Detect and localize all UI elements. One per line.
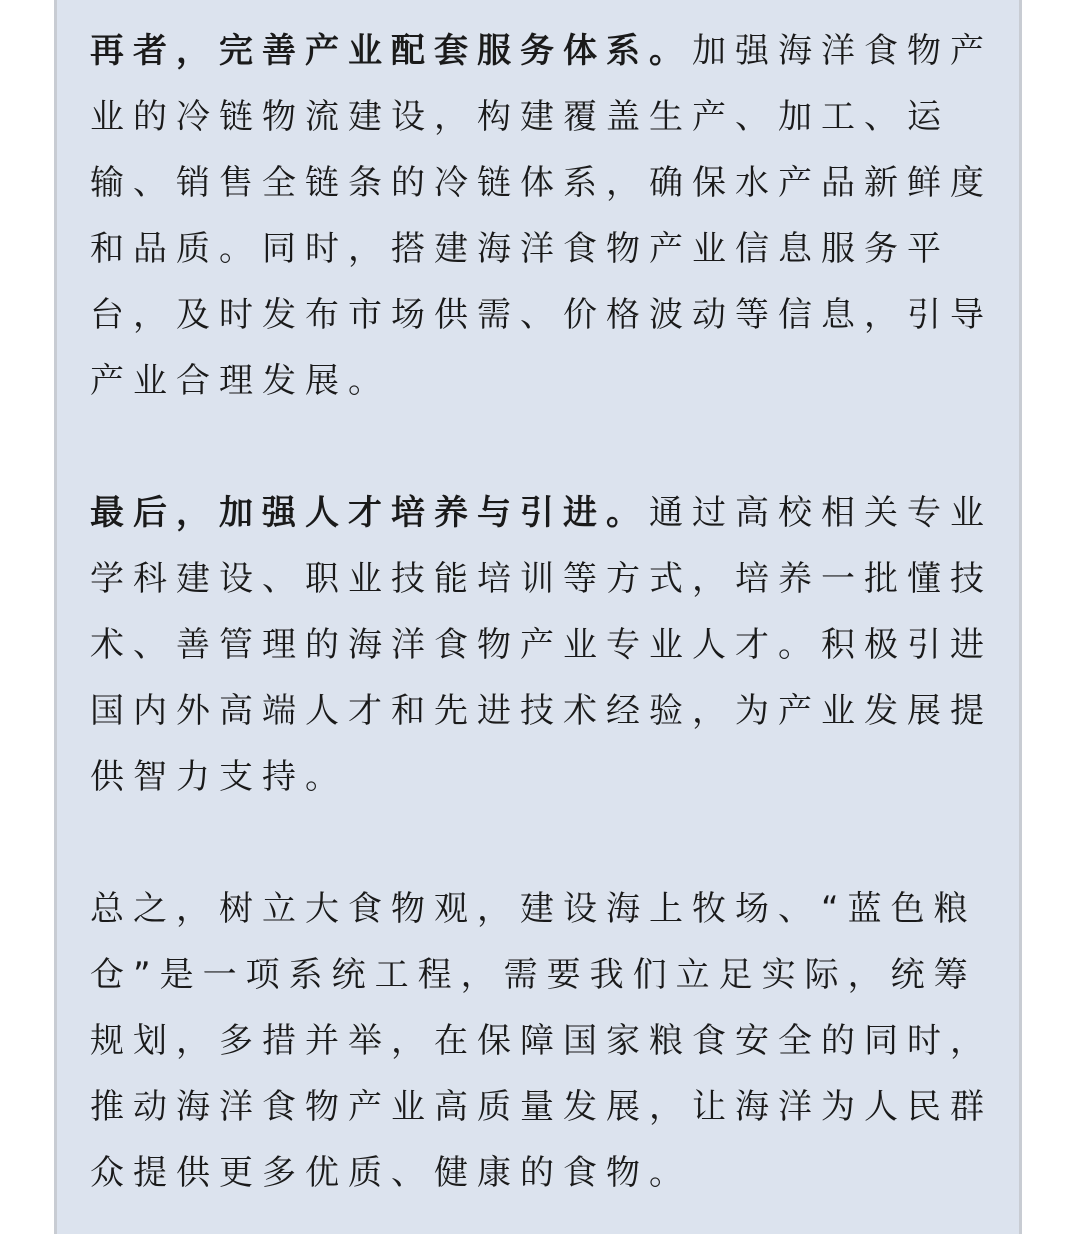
article-content: [90, 18, 995, 1206]
paragraph-body: 通过高校相关专业学科建设、职业技能培训等方式，培养一批懂技术、善管理的海洋食物产业专业人才。积极引进国内外高端人才和先进技术经验，为产业发展提供智力支持。: [90, 493, 993, 797]
paragraph-body: 加强海洋食物产业的冷链物流建设，构建覆盖生产、加工、运输、销售全链条的冷链体系，确保水产品新鲜度和品质。同时，搭建海洋食物产业信息服务平台，及时发布市场供需、价格波动等信息，引导产业合理发展。: [90, 31, 993, 401]
paragraph-talent: [90, 480, 995, 810]
paragraph-service-system: [90, 18, 995, 414]
paragraph-body: 总之，树立大食物观，建设海上牧场、“蓝色粮仓”是一项系统工程，需要我们立足实际，统筹规划，多措并举，在保障国家粮食安全的同时，推动海洋食物产业高质量发展，让海洋为人民群众提供更多优质、健康的食物。: [90, 889, 993, 1193]
paragraph-conclusion: [90, 876, 995, 1206]
paragraph-lead: 再者，完善产业配套服务体系。: [90, 31, 692, 71]
paragraph-lead: 最后，加强人才培养与引进。: [90, 493, 649, 533]
